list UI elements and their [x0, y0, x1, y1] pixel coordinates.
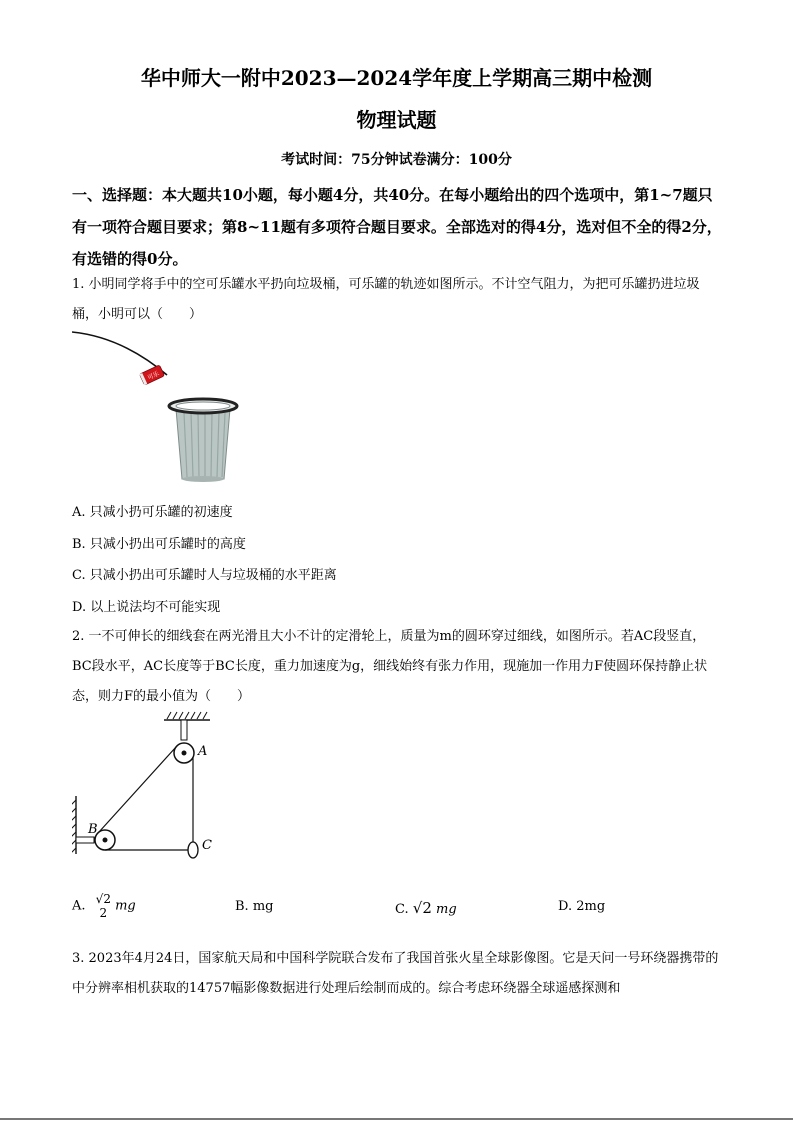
exam-title: 华中师大一附中2023—2024学年度上学期高三期中检测	[140, 66, 653, 90]
svg-text:可乐: 可乐	[146, 370, 161, 382]
pulley-diagram	[72, 710, 222, 860]
trash-bin-icon	[169, 399, 237, 482]
trajectory-diagram	[72, 325, 272, 485]
question-1-stem: 1. 小明同学将手中的空可乐罐水平扔向垃圾桶，可乐罐的轨迹如图所示。不计空气阻力，为把可乐罐扔进垃圾桶，小明可以（ ）	[72, 277, 700, 322]
figure-can-trajectory	[72, 325, 272, 485]
svg-text:C: C	[202, 838, 212, 853]
ring-c	[188, 842, 198, 858]
cola-can-icon	[139, 365, 164, 385]
exam-info: 考试时间：75分钟试卷满分：100分	[281, 152, 512, 168]
section1-instructions: 一、选择题：本大题共10小题，每小题4分，共40分。在每小题给出的四个选项中，第1~7题只有一项符合题目要求；第8~11题有多项符合题目要求。全部选对的得4分，选对但不全的得2分，有选错的得0分。	[72, 186, 722, 268]
option-a-numerator: √2	[95, 892, 111, 906]
q2-option-b: B. mg	[235, 899, 274, 914]
q2-option-c: C. √2 mg	[395, 899, 457, 917]
q1-option-b: B. 只减小扔出可乐罐时的高度	[72, 537, 246, 552]
page-bottom-divider	[0, 1118, 793, 1120]
subject-title: 物理试题	[356, 108, 437, 132]
q2-option-a: A. √2 2 mg	[72, 892, 136, 920]
svg-text:B: B	[88, 822, 98, 837]
figure-pulley-system	[72, 710, 222, 860]
q2-option-d: D. 2mg	[558, 899, 606, 914]
q1-option-a: A. 只减小扔可乐罐的初速度	[72, 505, 233, 520]
question-2-stem: 2. 一不可伸长的细线套在两光滑且大小不计的定滑轮上，质量为m的圆环穿过细线，如图所示。若AC段竖直，BC段水平，AC长度等于BC长度，重力加速度为g，细线始终有张力作用，现施加一作用力F使圆环保持静止状态，则力F的最小值为（ ）	[72, 629, 708, 704]
option-a-denominator: 2	[99, 906, 108, 920]
question-3-stem: 3. 2023年4月24日，国家航天局和中国科学院联合发布了我国首张火星全球影像图。它是天问一号环绕器携带的中分辨率相机获取的14757幅影像数据进行处理后绘制而成的。综合考虑环绕器全球遥感探测和	[72, 951, 719, 996]
q1-option-c: C. 只减小扔出可乐罐时人与垃圾桶的水平距离	[72, 568, 337, 583]
svg-text:A: A	[198, 744, 208, 759]
q1-option-d: D. 以上说法均不可能实现	[72, 600, 221, 615]
